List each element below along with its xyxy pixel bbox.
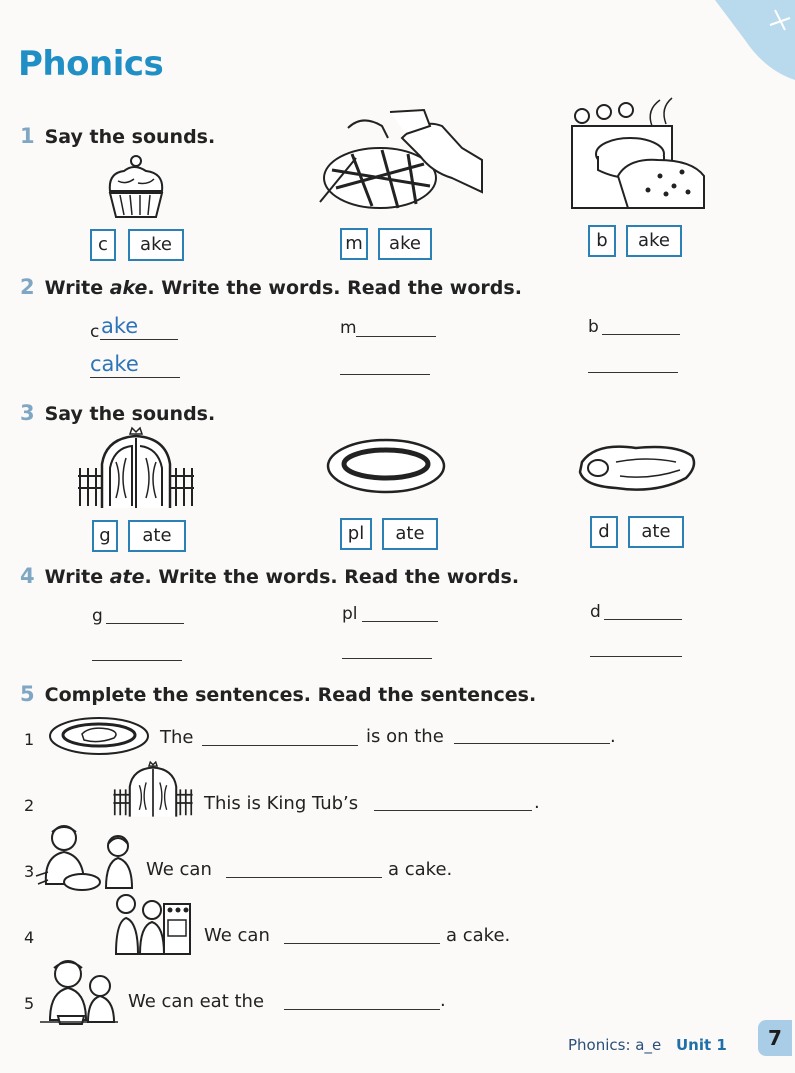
instruction-emphasis: ake [109,277,148,299]
sentence-text: The [160,727,194,748]
word-prefix: g [92,606,103,626]
exercise-4-heading [20,564,519,588]
sentence-text: is on the [366,726,444,747]
exercise-instruction: Say the sounds. [44,126,216,148]
rime-box: ate [382,518,438,550]
footer-topic: Phonics: a_e [568,1036,662,1054]
sentence-text: We can eat the [128,991,265,1012]
word-prefix: c [90,322,100,342]
sentence-number: 4 [24,928,35,947]
page-title: Phonics [18,44,164,84]
exercise-number: 1 [20,124,35,148]
rime-box: ake [378,228,432,260]
rime-box: ake [626,225,682,257]
written-answer: cake [90,352,139,376]
answer-line[interactable] [284,1009,440,1010]
answer-line[interactable] [590,656,682,657]
answer-line[interactable] [602,334,680,335]
answer-line[interactable] [100,339,178,340]
instruction-emphasis: ate [109,566,145,588]
exercise-number: 5 [20,682,35,706]
date-fruit-icon [576,442,698,494]
exercise-number: 3 [20,401,35,425]
onset-box: g [92,520,118,552]
answer-line[interactable] [374,810,532,811]
answer-line[interactable] [92,660,182,661]
sentence-text: a cake. [388,859,453,880]
sentence-text: We can [146,859,212,880]
answer-line[interactable] [454,743,610,744]
answer-line[interactable] [340,374,430,375]
answer-line[interactable] [90,377,180,378]
answer-line[interactable] [342,658,432,659]
sentence-number: 2 [24,796,35,815]
date-on-plate-icon [48,716,150,756]
castle-gate-icon [110,762,196,818]
sentence-text: a cake. [446,925,511,946]
sentence-number: 5 [24,994,35,1013]
rime-box: ate [128,520,186,552]
page-number: 7 [758,1020,792,1056]
kids-baking-icon [34,822,138,894]
answer-line[interactable] [284,943,440,944]
instruction-part: Write [44,566,110,588]
sentence-text: This is King Tub’s [204,793,359,814]
onset-box: d [590,516,618,548]
sentence-text: . [610,726,616,747]
answer-line[interactable] [604,619,682,620]
word-prefix: m [340,318,357,338]
answer-line[interactable] [202,745,358,746]
basket-weaving-icon [312,108,487,213]
rime-box: ate [628,516,684,548]
cupcake-icon [104,155,168,220]
footer-unit: Unit 1 [676,1036,727,1054]
footer [568,1036,727,1054]
plate-icon [326,438,446,494]
onset-box: pl [340,518,372,550]
onset-box: b [588,225,616,257]
instruction-part: . Write the words. Read the words. [147,277,522,299]
snowflake-corner-decoration [675,0,795,110]
exercise-instruction: Complete the sentences. Read the sentences. [44,684,537,706]
answer-line[interactable] [362,621,438,622]
instruction-part: Write [44,277,110,299]
sentence-text: . [440,990,446,1011]
answer-line[interactable] [356,336,436,337]
word-prefix: pl [342,604,358,624]
kids-oven-icon [108,890,192,956]
exercise-number: 4 [20,564,35,588]
onset-box: c [90,229,116,261]
answer-line[interactable] [588,372,678,373]
onset-box: m [340,228,368,260]
exercise-2-heading [20,275,522,299]
exercise-1-heading [20,124,215,148]
answer-line[interactable] [226,877,382,878]
answer-line[interactable] [106,623,184,624]
exercise-3-heading [20,401,215,425]
exercise-number: 2 [20,275,35,299]
kids-eating-cake-icon [38,956,120,1028]
castle-gate-icon [76,428,196,510]
written-answer: ake [101,314,139,338]
exercise-5-heading [20,682,536,706]
word-prefix: d [590,602,601,622]
sentence-text: . [534,792,540,813]
sentence-number: 1 [24,730,35,749]
oven-baking-icon [568,96,718,216]
rime-box: ake [128,229,184,261]
sentence-number: 3 [24,862,35,881]
sentence-text: We can [204,925,270,946]
word-prefix: b [588,317,599,337]
exercise-instruction: Say the sounds. [44,403,216,425]
instruction-part: . Write the words. Read the words. [144,566,520,588]
